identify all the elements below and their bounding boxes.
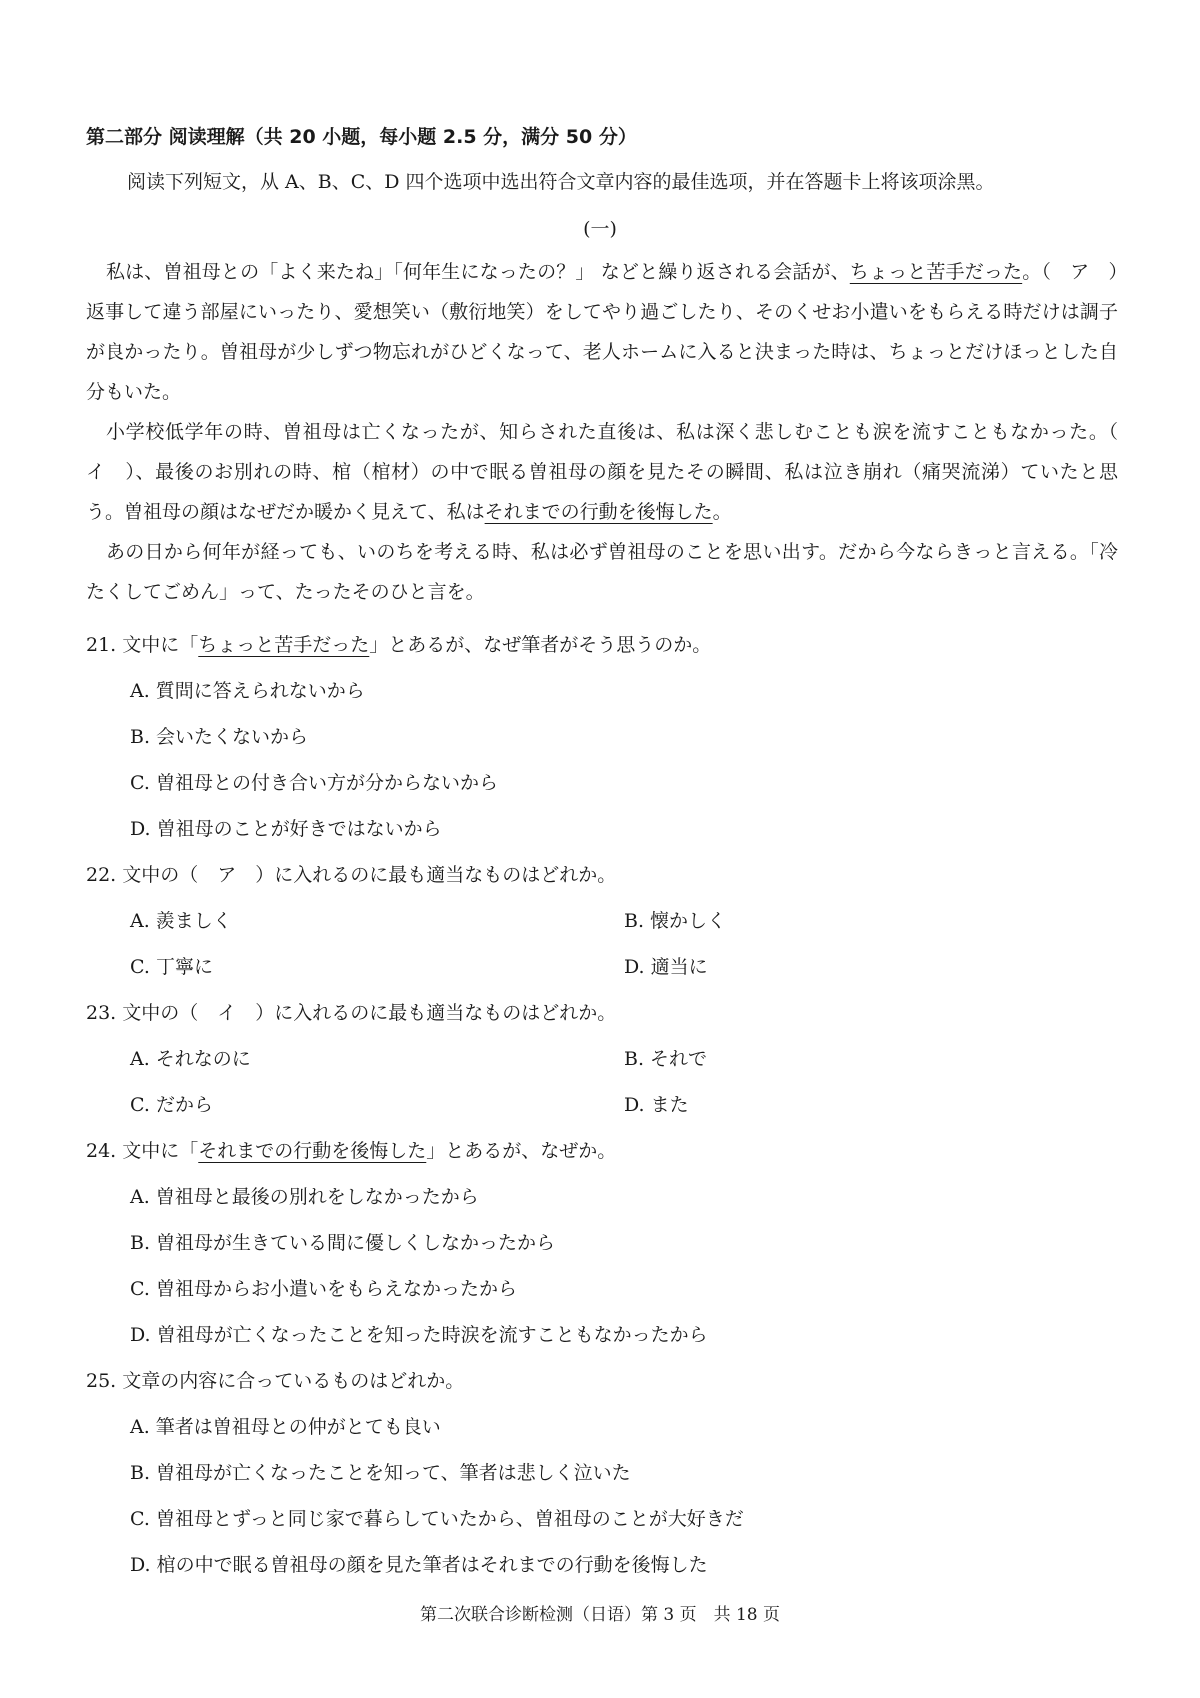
question-stem: 25. 文章の内容に合っているものはどれか。: [86, 1370, 465, 1392]
option-a: A. 羨ましく: [130, 910, 232, 932]
option-row: [86, 898, 1118, 944]
stem-underlined: それまでの行動を後悔した: [198, 1140, 427, 1162]
question-stem: 23. 文中の（ イ ）に入れるのに最も適当なものはどれか。: [86, 1002, 617, 1024]
section-title: 第二部分 阅读理解（共 20 小题，每小题 2.5 分，满分 50 分）: [86, 126, 637, 148]
paragraph-2-text-a: 小学校低学年の時、曽祖母は亡くなったが、知らされた直後は、私は深く悲しむことも涙を流すこともなかった。（ イ ）、最後のお別れの時、棺（棺材）の中で眠る曽祖母の顔を見たその瞬間、私は泣き崩れ（痛哭流涕）ていたと思う。曽祖母の顔はなぜだか暖かく見えて、私は: [86, 421, 1138, 523]
option-b: B. 曽祖母が亡くなったことを知って、筆者は悲しく泣いた: [130, 1462, 631, 1484]
option-a: A. 質問に答えられないから: [130, 680, 365, 702]
option-d: D. 適当に: [624, 956, 708, 978]
passage-paragraph-2: [86, 412, 1138, 532]
question-stem: 22. 文中の（ ア ）に入れるのに最も適当なものはどれか。: [86, 864, 617, 886]
option-row: [86, 944, 1118, 990]
question-24: [86, 1128, 1118, 1358]
option-b: B. 曽祖母が生きている間に優しくしなかったから: [130, 1232, 556, 1254]
passage-paragraph-3: あの日から何年が経っても、いのちを考える時、私は必ず曽祖母のことを思い出す。だから今ならきっと言える。「冷たくしてごめん」って、たったそのひと言を。: [86, 541, 1118, 603]
option-c: C. だから: [130, 1094, 213, 1116]
paragraph-1-text-b: 。（ ア ）返事して違う部屋にいったり、愛想笑い（敷衍地笑）をしてやり過ごしたり、そのくせお小遣いをもらえる時だけは調子が良かったり。曽祖母が少しずつ物忘れがひどくなって、老人ホームに入ると決まった時は、ちょっとだけほっとした自分もいた。: [86, 261, 1118, 403]
option-b: B. 会いたくないから: [130, 726, 309, 748]
question-stem: [86, 1128, 1118, 1174]
paragraph-2-text-b: 。: [712, 501, 732, 523]
option-c: C. 丁寧に: [130, 956, 213, 978]
option-b: B. それで: [624, 1048, 708, 1070]
underlined-phrase-2: それまでの行動を後悔した: [484, 501, 713, 523]
question-21: [86, 622, 1118, 852]
option-d: D. また: [624, 1094, 689, 1116]
stem-text-a: 21. 文中に「: [86, 634, 199, 656]
question-list: [86, 622, 1118, 1588]
reading-passage: [86, 252, 1138, 612]
instruction-text: 阅读下列短文，从 A、B、C、D 四个选项中选出符合文章内容的最佳选项，并在答题卡上将该项涂黑。: [127, 171, 995, 193]
option-d: D. 棺の中で眠る曽祖母の顔を見た筆者はそれまでの行動を後悔した: [130, 1554, 708, 1576]
question-25: [86, 1358, 1118, 1588]
option-a: A. 筆者は曽祖母との仲がとても良い: [130, 1416, 441, 1438]
stem-text-b: 」とあるが、なぜ筆者がそう思うのか。: [369, 634, 712, 656]
option-a: A. それなのに: [130, 1048, 251, 1070]
option-a: A. 曽祖母と最後の別れをしなかったから: [130, 1186, 479, 1208]
option-d: D. 曽祖母が亡くなったことを知った時涙を流すこともなかったから: [130, 1324, 708, 1346]
question-23: [86, 990, 1118, 1128]
passage-label: (一): [583, 218, 617, 240]
page-footer: 第二次联合诊断检测（日语）第 3 页 共 18 页: [419, 1605, 781, 1625]
question-stem: [86, 622, 1118, 668]
stem-underlined: ちょっと苦手だった: [198, 634, 370, 656]
question-22: [86, 852, 1118, 990]
passage-paragraph-1: [86, 252, 1118, 412]
option-c: C. 曽祖母からお小遣いをもらえなかったから: [130, 1278, 517, 1300]
option-d: D. 曽祖母のことが好きではないから: [130, 818, 442, 840]
option-c: C. 曽祖母との付き合い方が分からないから: [130, 772, 498, 794]
stem-text-a: 24. 文中に「: [86, 1140, 199, 1162]
underlined-phrase-1: ちょっと苦手だった: [849, 261, 1023, 283]
paragraph-1-text-a: 私は、曽祖母との「よく来たね」「何年生になったの？」 などと繰り返される会話が、: [106, 261, 850, 283]
stem-text-b: 」とあるが、なぜか。: [426, 1140, 617, 1162]
option-c: C. 曽祖母とずっと同じ家で暮らしていたから、曽祖母のことが大好きだ: [130, 1508, 744, 1530]
option-row: [86, 1036, 1118, 1082]
option-row: [86, 1082, 1118, 1128]
option-b: B. 懐かしく: [624, 910, 727, 932]
